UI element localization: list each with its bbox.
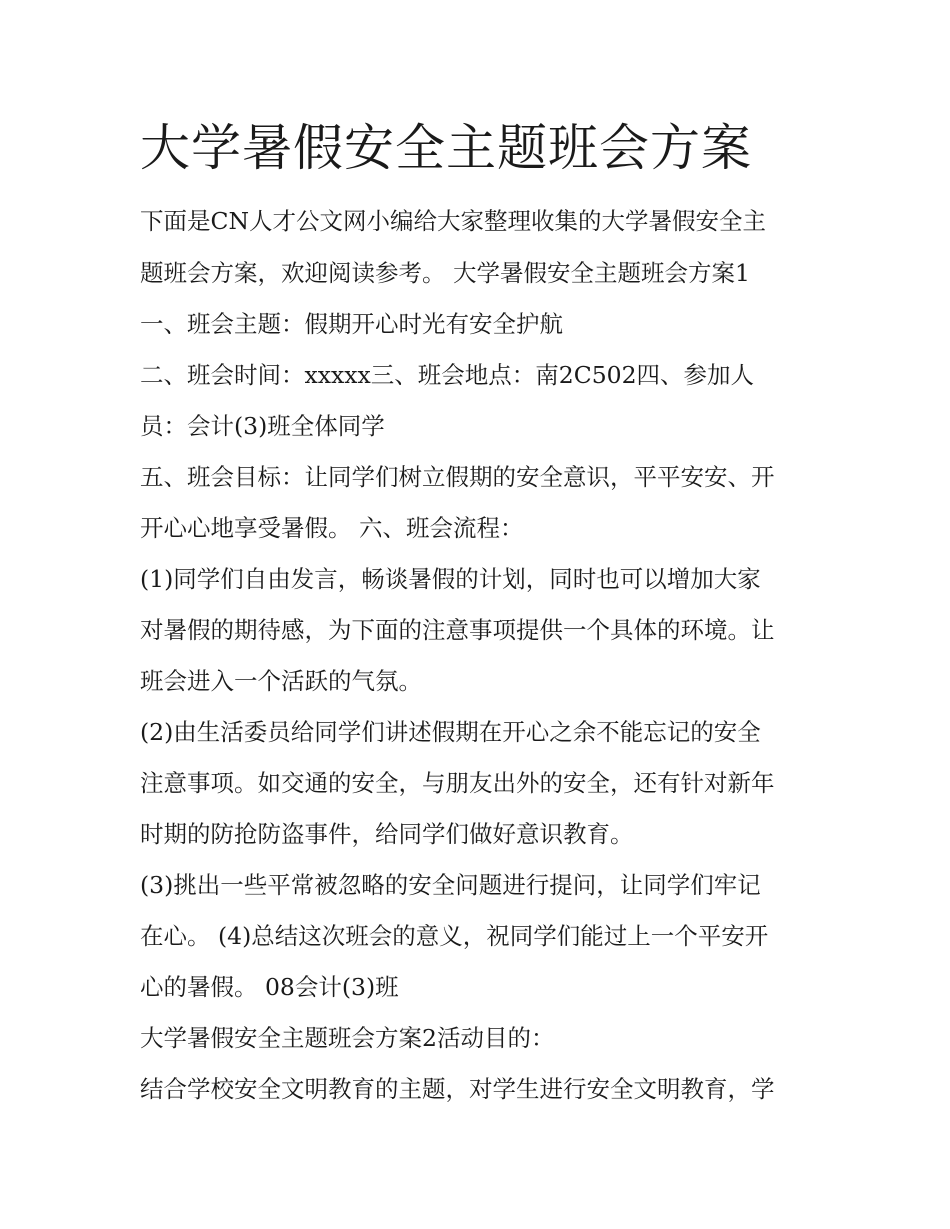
paragraph-line: 心的暑假。 08会计(3)班 [140, 973, 399, 1001]
paragraph-line: (1)同学们自由发言，畅谈暑假的计划，同时也可以增加大家 [140, 565, 761, 593]
paragraph-line: 下面是CN人才公文网小编给大家整理收集的大学暑假安全主 [140, 207, 767, 235]
document-title: 大学暑假安全主题班会方案 [140, 119, 752, 177]
paragraph-line: 员：会计(3)班全体同学 [140, 412, 385, 440]
paragraph-line: 注意事项。如交通的安全，与朋友出外的安全，还有针对新年 [140, 769, 775, 797]
paragraph-line: 开心心地享受暑假。 六、班会流程： [140, 514, 524, 542]
paragraph-line: 时期的防抢防盗事件，给同学们做好意识教育。 [140, 820, 634, 848]
paragraph-line: 在心。 (4)总结这次班会的意义，祝同学们能过上一个平安开 [140, 922, 769, 950]
paragraph-line: 结合学校安全文明教育的主题，对学生进行安全文明教育，学 [140, 1075, 775, 1103]
paragraph-line: (2)由生活委员给同学们讲述假期在开心之余不能忘记的安全 [140, 718, 761, 746]
paragraph-line: 大学暑假安全主题班会方案2活动目的： [140, 1024, 555, 1052]
paragraph-line: 题班会方案，欢迎阅读参考。 大学暑假安全主题班会方案1 [140, 259, 750, 287]
paragraph-line: 一、班会主题：假期开心时光有安全护航 [140, 310, 563, 338]
paragraph-line: 对暑假的期待感，为下面的注意事项提供一个具体的环境。让 [140, 616, 775, 644]
paragraph-line: 班会进入一个活跃的气氛。 [140, 667, 422, 695]
paragraph-line: 五、班会目标：让同学们树立假期的安全意识，平平安安、开 [140, 463, 775, 491]
paragraph-line: 二、班会时间：xxxxx三、班会地点：南2C502四、参加人 [140, 361, 755, 389]
paragraph-line: (3)挑出一些平常被忽略的安全问题进行提问，让同学们牢记 [140, 871, 761, 899]
